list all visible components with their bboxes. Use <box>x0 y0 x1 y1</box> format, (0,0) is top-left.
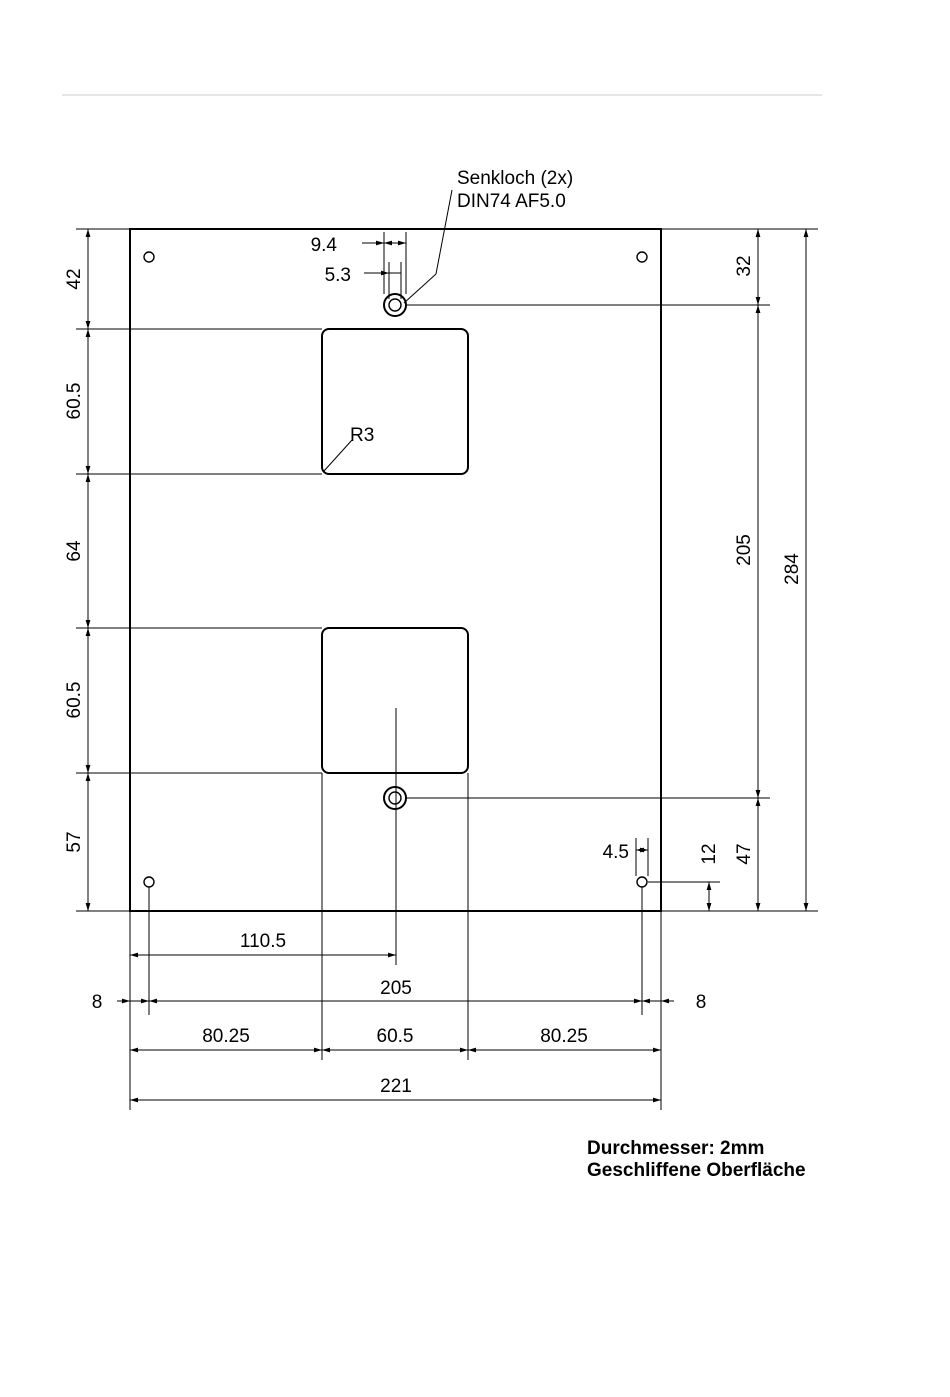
small-hole-top-left <box>144 252 154 262</box>
note-surface: Geschliffene Oberfläche <box>587 1160 806 1181</box>
countersink-bottom-inner <box>389 792 401 804</box>
dim-cutout-width: 60.5 <box>376 1026 414 1047</box>
dim-lower-cutout-height: 60.5 <box>64 681 85 719</box>
small-hole-top-right <box>637 252 647 262</box>
dim-edge-offset-left: 8 <box>91 992 103 1013</box>
dim-countersink-spacing: 205 <box>734 534 755 566</box>
countersink-bottom-outer <box>384 787 406 809</box>
countersink-holes <box>384 294 406 809</box>
dim-edge-offset-right: 8 <box>695 992 707 1013</box>
countersink-top-outer <box>384 294 406 316</box>
dim-left-segment: 80.25 <box>202 1026 250 1047</box>
upper-cutout <box>322 329 468 474</box>
note-diameter: Durchmesser: 2mm <box>587 1138 765 1159</box>
dim-bottom-offset: 57 <box>64 831 85 853</box>
dim-right-top-offset: 32 <box>734 255 755 277</box>
radius-label: R3 <box>350 425 375 446</box>
dim-cutout-gap: 64 <box>64 540 85 562</box>
dim-overall-width: 221 <box>380 1076 412 1097</box>
dim-small-hole-offset: 12 <box>699 843 720 865</box>
dim-upper-cutout-height: 60.5 <box>64 382 85 420</box>
radius-leader <box>324 440 352 471</box>
dim-small-hole-dia: 4.5 <box>602 842 629 863</box>
lower-cutout <box>322 628 468 773</box>
dimension-lines <box>88 229 806 1100</box>
dim-top-offset: 42 <box>64 268 85 290</box>
dim-countersink-inner-dia: 5.3 <box>324 265 351 286</box>
senkloch-label: Senkloch (2x) <box>457 168 574 189</box>
dim-hole-spacing-x: 205 <box>380 978 412 999</box>
small-hole-bottom-left <box>144 877 154 887</box>
dim-right-segment: 80.25 <box>540 1026 588 1047</box>
countersink-top-inner <box>389 299 401 311</box>
dim-overall-height: 284 <box>782 553 803 585</box>
senkloch-standard-label: DIN74 AF5.0 <box>457 191 566 212</box>
dim-countersink-outer-dia: 9.4 <box>310 235 337 256</box>
small-hole-bottom-right <box>637 877 647 887</box>
senkloch-leader <box>436 190 452 274</box>
extension-lines <box>76 229 818 1110</box>
dim-center-offset: 110.5 <box>239 931 287 952</box>
dim-right-bottom-offset: 47 <box>734 843 755 865</box>
senkloch-leader-tail <box>404 274 436 303</box>
